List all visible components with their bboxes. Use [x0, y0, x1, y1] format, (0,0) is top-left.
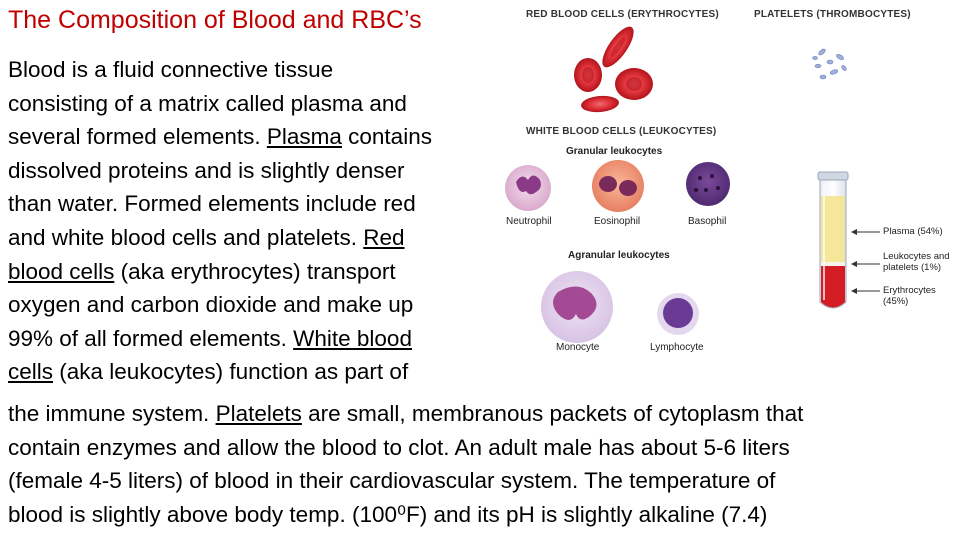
tube-rim	[818, 172, 848, 180]
basophil-cell	[686, 162, 730, 206]
platelet-shape	[841, 65, 848, 72]
rbc-shape	[626, 77, 642, 91]
text-line: cells (aka leukocytes) function as part of	[8, 359, 409, 385]
red-blood-cells-term: blood cells	[8, 258, 115, 284]
continued-paragraph	[8, 397, 953, 531]
buffy-coat-label-line1: Leukocytes and	[883, 251, 950, 262]
monocyte-label: Monocyte	[556, 342, 600, 353]
eosinophil-nucleus	[599, 176, 617, 192]
plasma-term: Plasma	[266, 124, 342, 150]
neutrophil-drawing	[505, 165, 551, 211]
arrow-head	[851, 261, 857, 267]
basophil-granule	[694, 188, 698, 192]
blood-illustration	[500, 0, 960, 395]
basophil-label: Basophil	[688, 216, 727, 227]
text-line: contain enzymes and allow the blood to clot. An adult male has about 5-6 liters	[8, 434, 790, 460]
agranular-heading: Agranular leukocytes	[568, 250, 670, 261]
eosinophil-drawing	[592, 160, 644, 212]
rbc-shape	[582, 67, 594, 83]
text-line: blood cells (aka erythrocytes) transport	[8, 258, 396, 284]
basophil-granule	[698, 176, 702, 180]
platelets-drawing	[813, 48, 848, 79]
wbc-caption: WHITE BLOOD CELLS (LEUKOCYTES)	[526, 126, 717, 137]
text-line: consisting of a matrix called plasma and	[8, 90, 407, 116]
text-line: dissolved proteins and is slightly denser	[8, 157, 405, 183]
platelet-shape	[820, 75, 826, 79]
lymphocyte-nucleus	[663, 298, 693, 328]
buffy-coat-label-line2: platelets (1%)	[883, 262, 942, 273]
erythrocytes-label: Erythrocytes (45%)	[883, 285, 936, 307]
eosinophil-nucleus	[619, 180, 637, 196]
platelet-shape	[818, 48, 827, 56]
basophil-drawing	[686, 162, 730, 206]
arrow-head	[851, 229, 857, 235]
platelet-shape	[827, 60, 833, 64]
red-blood-cells-drawing	[574, 22, 653, 113]
text-line: Blood is a fluid connective tissue	[8, 57, 334, 82]
text-line: 99% of all formed elements. White blood	[8, 325, 412, 351]
arrow-head	[851, 288, 857, 294]
platelet-shape	[836, 53, 845, 60]
text-line: the immune system. Platelets are small, membranous packets of cytoplasm that	[8, 401, 804, 426]
text-line: than water. Formed elements include red	[8, 191, 416, 217]
blood-composition-figure	[500, 0, 960, 395]
platelets-term: Platelets	[215, 401, 302, 426]
text-line: oxygen and carbon dioxide and make up	[8, 292, 414, 318]
text-line: and white blood cells and platelets. Red	[8, 224, 405, 250]
lymphocyte-drawing	[657, 293, 699, 335]
granular-heading: Granular leukocytes	[566, 146, 663, 157]
platelet-caption: PLATELETS (THROMBOCYTES)	[754, 9, 911, 20]
text-line: (female 4-5 liters) of blood in their cardiovascular system. The temperature of	[8, 468, 776, 494]
white-blood-cells-term: White blood	[293, 325, 412, 351]
rbc-shape	[580, 94, 619, 113]
basophil-granule	[716, 186, 720, 190]
lymphocyte-label: Lymphocyte	[650, 342, 704, 353]
platelet-shape	[815, 64, 821, 68]
text-line: several formed elements. Plasma contains	[8, 124, 432, 150]
plasma-label: Plasma (54%)	[883, 226, 943, 237]
monocyte-drawing	[541, 271, 613, 343]
rbc-caption: RED BLOOD CELLS (ERYTHROCYTES)	[526, 9, 719, 20]
eosinophil-label: Eosinophil	[594, 216, 641, 227]
intro-paragraph	[8, 53, 498, 389]
platelet-shape	[830, 69, 839, 75]
basophil-granule	[710, 174, 714, 178]
text-line: blood is slightly above body temp. (100⁰F) and its pH is slightly alkaline (7.4)	[8, 501, 768, 527]
white-blood-cells-term: cells	[8, 359, 54, 385]
slide-title: The Composition of Blood and RBC’s	[8, 6, 422, 34]
basophil-granule	[704, 188, 708, 192]
platelet-shape	[813, 56, 818, 59]
red-blood-cells-term: Red	[363, 224, 405, 250]
centrifuge-tube-drawing	[818, 172, 880, 308]
neutrophil-label: Neutrophil	[506, 216, 552, 227]
